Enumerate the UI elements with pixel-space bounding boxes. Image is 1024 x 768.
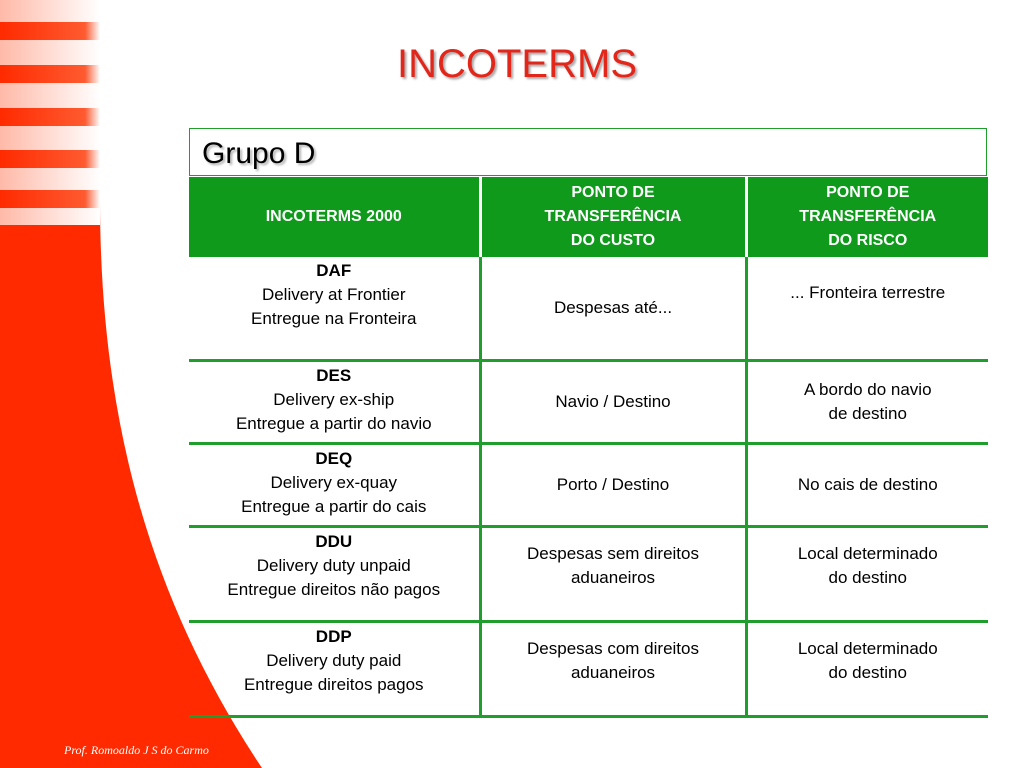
slide-title: INCOTERMS: [397, 42, 637, 86]
term-cell: [189, 361, 480, 444]
group-header-box: [189, 128, 987, 176]
custo-cell: Despesas sem direitos aduaneiros: [480, 527, 746, 622]
header-risco: PONTO DE TRANSFERÊNCIA DO RISCO: [746, 177, 988, 257]
term-code: DEQ: [315, 449, 353, 468]
table-row-ddu: [189, 527, 988, 622]
term-english: Delivery duty unpaid: [256, 556, 411, 575]
table-row-ddp: [189, 622, 988, 717]
risco-cell: No cais de destino: [746, 444, 988, 527]
term-portuguese: Entregue a partir do navio: [235, 414, 432, 433]
footer-author: Prof. Romoaldo J S do Carmo: [64, 743, 209, 757]
table-row-deq: [189, 444, 988, 527]
term-portuguese: Entregue na Fronteira: [251, 309, 417, 328]
header-custo: PONTO DE TRANSFERÊNCIA DO CUSTO: [480, 177, 746, 257]
risco-cell: Local determinado do destino: [746, 527, 988, 622]
term-portuguese: Entregue direitos pagos: [243, 675, 424, 694]
incoterms-table: [189, 177, 988, 718]
term-portuguese: Entregue direitos não pagos: [227, 580, 441, 599]
risco-cell: A bordo do navio de destino: [746, 361, 988, 444]
custo-cell: Porto / Destino: [480, 444, 746, 527]
table-header-row: [189, 177, 988, 257]
table-row-daf: [189, 257, 988, 361]
custo-cell: Despesas até...: [480, 257, 746, 361]
term-english: Delivery at Frontier: [261, 285, 406, 304]
term-english: Delivery duty paid: [266, 651, 402, 670]
term-cell: [189, 444, 480, 527]
header-incoterms: INCOTERMS 2000: [189, 177, 480, 257]
term-english: Delivery ex-ship: [273, 390, 395, 409]
term-portuguese: Entregue a partir do cais: [241, 497, 427, 516]
term-code: DDP: [315, 627, 352, 646]
risco-cell: ... Fronteira terrestre: [746, 257, 988, 361]
custo-cell: Navio / Destino: [480, 361, 746, 444]
term-code: DAF: [316, 261, 352, 280]
term-code: DES: [316, 366, 352, 385]
term-code: DDU: [315, 532, 353, 551]
risco-cell: Local determinado do destino: [746, 622, 988, 717]
term-cell: [189, 622, 480, 717]
term-cell: [189, 257, 480, 361]
group-label: Grupo D: [202, 137, 316, 170]
custo-cell: Despesas com direitos aduaneiros: [480, 622, 746, 717]
term-cell: [189, 527, 480, 622]
term-english: Delivery ex-quay: [270, 473, 398, 492]
table-row-des: [189, 361, 988, 444]
